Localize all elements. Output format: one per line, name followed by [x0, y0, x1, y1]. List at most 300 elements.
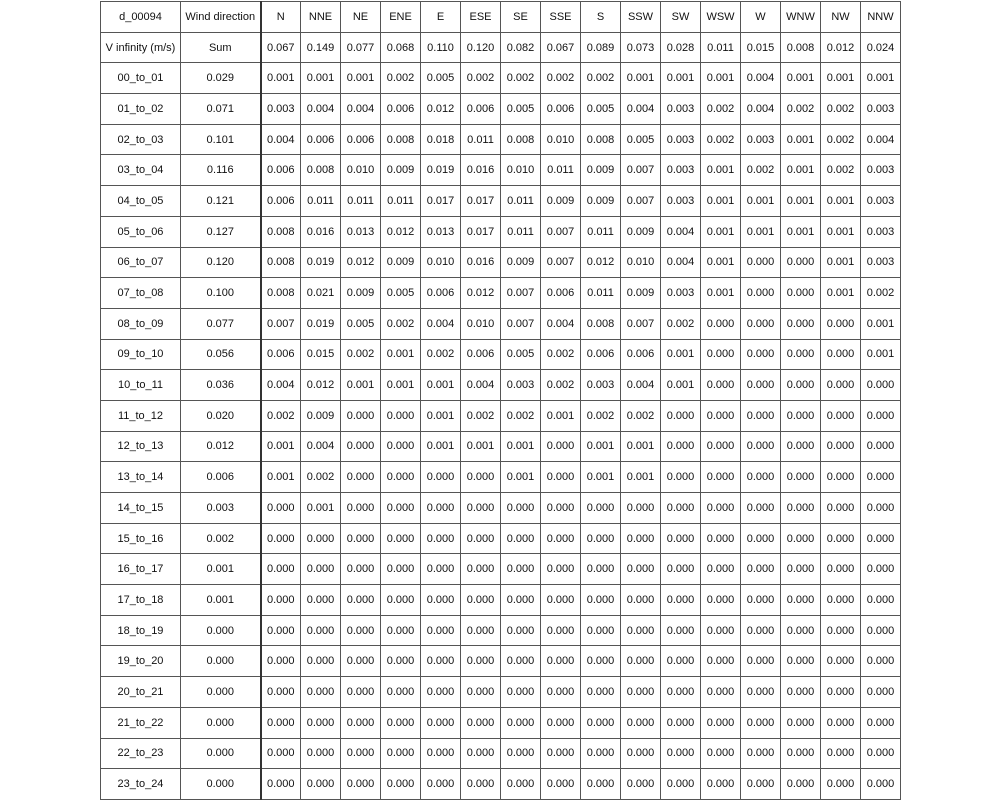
speed-bin-sum: 0.036	[181, 370, 261, 401]
frequency-cell: 0.000	[621, 769, 661, 800]
frequency-cell: 0.000	[741, 370, 781, 401]
frequency-cell: 0.000	[341, 400, 381, 431]
frequency-cell: 0.000	[741, 400, 781, 431]
frequency-cell: 0.004	[741, 63, 781, 94]
speed-bin-label: 03_to_04	[101, 155, 181, 186]
frequency-cell: 0.000	[261, 493, 301, 524]
frequency-cell: 0.000	[821, 585, 861, 616]
frequency-cell: 0.001	[381, 339, 421, 370]
frequency-cell: 0.002	[821, 94, 861, 125]
frequency-cell: 0.002	[381, 308, 421, 339]
frequency-cell: 0.011	[301, 186, 341, 217]
table-row	[101, 769, 901, 800]
frequency-cell: 0.008	[261, 247, 301, 278]
frequency-cell: 0.008	[581, 308, 621, 339]
frequency-cell: 0.015	[301, 339, 341, 370]
frequency-cell: 0.003	[581, 370, 621, 401]
frequency-cell: 0.000	[701, 370, 741, 401]
frequency-cell: 0.000	[621, 585, 661, 616]
frequency-cell: 0.001	[781, 186, 821, 217]
frequency-cell: 0.001	[261, 63, 301, 94]
table-row	[101, 400, 901, 431]
frequency-cell: 0.000	[381, 707, 421, 738]
frequency-cell: 0.000	[341, 738, 381, 769]
frequency-cell: 0.003	[861, 155, 901, 186]
frequency-cell: 0.000	[621, 646, 661, 677]
frequency-cell: 0.000	[461, 677, 501, 708]
speed-bin-sum: 0.001	[181, 554, 261, 585]
table-row	[101, 462, 901, 493]
frequency-cell: 0.005	[341, 308, 381, 339]
wind-frequency-table	[100, 1, 901, 800]
frequency-cell: 0.000	[581, 707, 621, 738]
frequency-cell: 0.002	[501, 63, 541, 94]
frequency-cell: 0.013	[421, 216, 461, 247]
frequency-cell: 0.019	[301, 247, 341, 278]
frequency-cell: 0.000	[381, 585, 421, 616]
header-row	[101, 2, 901, 33]
sum-cell: 0.012	[821, 32, 861, 63]
dataset-id-cell: d_00094	[101, 2, 181, 33]
frequency-cell: 0.000	[781, 677, 821, 708]
frequency-cell: 0.000	[261, 615, 301, 646]
sum-cell: 0.067	[541, 32, 581, 63]
frequency-cell: 0.006	[461, 339, 501, 370]
frequency-cell: 0.000	[541, 431, 581, 462]
frequency-cell: 0.000	[781, 707, 821, 738]
frequency-cell: 0.007	[501, 278, 541, 309]
table-row	[101, 124, 901, 155]
frequency-cell: 0.000	[661, 431, 701, 462]
frequency-cell: 0.012	[341, 247, 381, 278]
frequency-cell: 0.000	[261, 677, 301, 708]
direction-header: ESE	[461, 2, 501, 33]
speed-bin-sum: 0.116	[181, 155, 261, 186]
frequency-cell: 0.012	[461, 278, 501, 309]
frequency-cell: 0.004	[421, 308, 461, 339]
frequency-cell: 0.006	[581, 339, 621, 370]
frequency-cell: 0.000	[661, 493, 701, 524]
frequency-cell: 0.000	[381, 646, 421, 677]
frequency-cell: 0.000	[661, 769, 701, 800]
sum-cell: 0.089	[581, 32, 621, 63]
frequency-cell: 0.001	[341, 63, 381, 94]
frequency-cell: 0.006	[261, 186, 301, 217]
frequency-cell: 0.001	[341, 370, 381, 401]
direction-header: E	[421, 2, 461, 33]
frequency-cell: 0.000	[461, 738, 501, 769]
direction-header: ENE	[381, 2, 421, 33]
frequency-cell: 0.000	[621, 493, 661, 524]
frequency-cell: 0.002	[261, 400, 301, 431]
frequency-cell: 0.009	[381, 247, 421, 278]
frequency-cell: 0.000	[381, 431, 421, 462]
frequency-cell: 0.000	[541, 615, 581, 646]
frequency-cell: 0.002	[381, 63, 421, 94]
speed-bin-sum: 0.020	[181, 400, 261, 431]
frequency-cell: 0.009	[621, 216, 661, 247]
direction-header: SE	[501, 2, 541, 33]
direction-header: SSW	[621, 2, 661, 33]
frequency-cell: 0.000	[861, 400, 901, 431]
frequency-cell: 0.001	[821, 216, 861, 247]
frequency-cell: 0.006	[261, 339, 301, 370]
frequency-cell: 0.000	[261, 707, 301, 738]
frequency-cell: 0.000	[261, 585, 301, 616]
speed-bin-sum: 0.100	[181, 278, 261, 309]
frequency-cell: 0.004	[661, 247, 701, 278]
wind-direction-header: Wind direction	[181, 2, 261, 33]
frequency-cell: 0.011	[381, 186, 421, 217]
table-row	[101, 493, 901, 524]
frequency-cell: 0.000	[501, 646, 541, 677]
frequency-cell: 0.000	[341, 707, 381, 738]
frequency-cell: 0.001	[781, 216, 821, 247]
table-row	[101, 308, 901, 339]
frequency-cell: 0.001	[621, 462, 661, 493]
frequency-cell: 0.000	[821, 615, 861, 646]
frequency-cell: 0.000	[781, 554, 821, 585]
frequency-cell: 0.001	[821, 247, 861, 278]
frequency-cell: 0.018	[421, 124, 461, 155]
frequency-cell: 0.000	[421, 493, 461, 524]
speed-bin-label: 18_to_19	[101, 615, 181, 646]
frequency-cell: 0.002	[581, 63, 621, 94]
table-row	[101, 615, 901, 646]
frequency-cell: 0.000	[861, 769, 901, 800]
frequency-cell: 0.001	[781, 63, 821, 94]
frequency-cell: 0.002	[741, 155, 781, 186]
frequency-cell: 0.007	[621, 308, 661, 339]
frequency-cell: 0.004	[301, 94, 341, 125]
frequency-cell: 0.009	[301, 400, 341, 431]
frequency-cell: 0.007	[501, 308, 541, 339]
frequency-cell: 0.000	[701, 400, 741, 431]
frequency-cell: 0.002	[501, 400, 541, 431]
frequency-cell: 0.006	[461, 94, 501, 125]
table-row	[101, 646, 901, 677]
frequency-cell: 0.000	[341, 462, 381, 493]
frequency-cell: 0.000	[421, 554, 461, 585]
frequency-cell: 0.000	[741, 677, 781, 708]
frequency-cell: 0.019	[421, 155, 461, 186]
speed-bin-sum: 0.077	[181, 308, 261, 339]
frequency-cell: 0.000	[581, 493, 621, 524]
frequency-cell: 0.000	[821, 554, 861, 585]
speed-bin-sum: 0.000	[181, 769, 261, 800]
frequency-cell: 0.011	[581, 278, 621, 309]
sum-cell: 0.067	[261, 32, 301, 63]
frequency-cell: 0.000	[821, 339, 861, 370]
speed-bin-label: 05_to_06	[101, 216, 181, 247]
speed-bin-label: 13_to_14	[101, 462, 181, 493]
speed-bin-label: 15_to_16	[101, 523, 181, 554]
frequency-cell: 0.000	[541, 462, 581, 493]
frequency-cell: 0.000	[261, 646, 301, 677]
frequency-cell: 0.009	[621, 278, 661, 309]
frequency-cell: 0.000	[821, 769, 861, 800]
frequency-cell: 0.000	[701, 308, 741, 339]
frequency-cell: 0.000	[541, 646, 581, 677]
frequency-cell: 0.002	[581, 400, 621, 431]
frequency-cell: 0.000	[541, 738, 581, 769]
frequency-cell: 0.010	[461, 308, 501, 339]
frequency-cell: 0.000	[581, 523, 621, 554]
frequency-cell: 0.002	[701, 94, 741, 125]
frequency-cell: 0.000	[501, 677, 541, 708]
direction-header: N	[261, 2, 301, 33]
frequency-cell: 0.011	[341, 186, 381, 217]
sum-cell: 0.015	[741, 32, 781, 63]
frequency-cell: 0.000	[461, 769, 501, 800]
frequency-cell: 0.000	[741, 462, 781, 493]
frequency-cell: 0.000	[701, 554, 741, 585]
table-row	[101, 677, 901, 708]
frequency-cell: 0.000	[461, 707, 501, 738]
frequency-cell: 0.001	[261, 462, 301, 493]
frequency-cell: 0.001	[741, 216, 781, 247]
frequency-cell: 0.001	[661, 339, 701, 370]
frequency-cell: 0.012	[421, 94, 461, 125]
frequency-cell: 0.004	[461, 370, 501, 401]
frequency-cell: 0.000	[741, 278, 781, 309]
frequency-cell: 0.000	[701, 769, 741, 800]
frequency-cell: 0.000	[381, 769, 421, 800]
frequency-cell: 0.000	[621, 523, 661, 554]
frequency-cell: 0.002	[781, 94, 821, 125]
frequency-cell: 0.000	[701, 431, 741, 462]
frequency-cell: 0.008	[381, 124, 421, 155]
frequency-cell: 0.000	[701, 707, 741, 738]
frequency-cell: 0.000	[781, 769, 821, 800]
frequency-cell: 0.000	[581, 554, 621, 585]
frequency-cell: 0.000	[861, 462, 901, 493]
frequency-cell: 0.001	[821, 278, 861, 309]
table-row	[101, 523, 901, 554]
frequency-cell: 0.000	[501, 585, 541, 616]
frequency-cell: 0.016	[301, 216, 341, 247]
frequency-cell: 0.000	[701, 462, 741, 493]
frequency-cell: 0.006	[341, 124, 381, 155]
speed-bin-label: 16_to_17	[101, 554, 181, 585]
speed-bin-sum: 0.003	[181, 493, 261, 524]
frequency-cell: 0.000	[341, 769, 381, 800]
frequency-cell: 0.000	[861, 707, 901, 738]
frequency-cell: 0.001	[581, 462, 621, 493]
frequency-cell: 0.013	[341, 216, 381, 247]
frequency-cell: 0.000	[781, 585, 821, 616]
frequency-cell: 0.004	[621, 94, 661, 125]
frequency-cell: 0.000	[861, 615, 901, 646]
frequency-cell: 0.006	[421, 278, 461, 309]
frequency-cell: 0.000	[701, 646, 741, 677]
direction-header: NE	[341, 2, 381, 33]
frequency-cell: 0.001	[541, 400, 581, 431]
frequency-cell: 0.001	[821, 63, 861, 94]
sum-cell: 0.110	[421, 32, 461, 63]
frequency-cell: 0.000	[341, 677, 381, 708]
frequency-cell: 0.000	[781, 308, 821, 339]
frequency-cell: 0.006	[301, 124, 341, 155]
sum-cell: 0.149	[301, 32, 341, 63]
frequency-cell: 0.000	[701, 738, 741, 769]
speed-bin-label: 12_to_13	[101, 431, 181, 462]
speed-bin-sum: 0.000	[181, 615, 261, 646]
frequency-cell: 0.003	[861, 186, 901, 217]
frequency-cell: 0.000	[781, 462, 821, 493]
sum-cell: 0.008	[781, 32, 821, 63]
table-row	[101, 738, 901, 769]
frequency-cell: 0.000	[821, 400, 861, 431]
frequency-cell: 0.000	[861, 677, 901, 708]
table-row	[101, 63, 901, 94]
frequency-cell: 0.000	[661, 707, 701, 738]
frequency-cell: 0.000	[541, 707, 581, 738]
frequency-cell: 0.000	[661, 523, 701, 554]
frequency-cell: 0.002	[301, 462, 341, 493]
frequency-cell: 0.019	[301, 308, 341, 339]
frequency-cell: 0.001	[701, 216, 741, 247]
frequency-cell: 0.000	[741, 247, 781, 278]
frequency-cell: 0.002	[341, 339, 381, 370]
frequency-cell: 0.007	[541, 216, 581, 247]
frequency-cell: 0.011	[581, 216, 621, 247]
speed-bin-sum: 0.120	[181, 247, 261, 278]
table-row	[101, 585, 901, 616]
frequency-cell: 0.000	[621, 738, 661, 769]
frequency-cell: 0.007	[621, 155, 661, 186]
speed-bin-sum: 0.006	[181, 462, 261, 493]
frequency-cell: 0.000	[461, 615, 501, 646]
frequency-cell: 0.000	[381, 400, 421, 431]
frequency-cell: 0.006	[541, 94, 581, 125]
frequency-cell: 0.009	[541, 186, 581, 217]
frequency-cell: 0.011	[541, 155, 581, 186]
frequency-cell: 0.000	[501, 523, 541, 554]
frequency-cell: 0.003	[661, 124, 701, 155]
frequency-cell: 0.000	[461, 493, 501, 524]
direction-header: NNW	[861, 2, 901, 33]
frequency-cell: 0.010	[501, 155, 541, 186]
frequency-cell: 0.000	[341, 585, 381, 616]
frequency-cell: 0.000	[381, 493, 421, 524]
frequency-cell: 0.000	[781, 278, 821, 309]
frequency-cell: 0.000	[341, 554, 381, 585]
frequency-cell: 0.000	[701, 493, 741, 524]
frequency-cell: 0.002	[701, 124, 741, 155]
frequency-cell: 0.000	[421, 585, 461, 616]
sum-label: Sum	[181, 32, 261, 63]
frequency-cell: 0.001	[501, 431, 541, 462]
frequency-cell: 0.001	[261, 431, 301, 462]
frequency-cell: 0.000	[781, 431, 821, 462]
frequency-cell: 0.001	[661, 370, 701, 401]
frequency-cell: 0.000	[821, 462, 861, 493]
frequency-cell: 0.000	[661, 400, 701, 431]
frequency-cell: 0.003	[661, 186, 701, 217]
frequency-cell: 0.000	[661, 554, 701, 585]
frequency-cell: 0.003	[661, 94, 701, 125]
frequency-cell: 0.000	[581, 646, 621, 677]
frequency-cell: 0.003	[501, 370, 541, 401]
speed-bin-label: 00_to_01	[101, 63, 181, 94]
sum-cell: 0.011	[701, 32, 741, 63]
table-row	[101, 707, 901, 738]
frequency-cell: 0.002	[461, 63, 501, 94]
frequency-cell: 0.000	[541, 677, 581, 708]
speed-bin-label: 19_to_20	[101, 646, 181, 677]
frequency-cell: 0.004	[621, 370, 661, 401]
speed-bin-sum: 0.056	[181, 339, 261, 370]
frequency-cell: 0.000	[381, 677, 421, 708]
frequency-cell: 0.000	[301, 615, 341, 646]
frequency-cell: 0.000	[621, 677, 661, 708]
frequency-cell: 0.003	[861, 247, 901, 278]
frequency-cell: 0.000	[781, 615, 821, 646]
direction-header: S	[581, 2, 621, 33]
frequency-cell: 0.000	[861, 370, 901, 401]
frequency-cell: 0.000	[661, 585, 701, 616]
frequency-cell: 0.007	[261, 308, 301, 339]
direction-header: NW	[821, 2, 861, 33]
frequency-cell: 0.010	[541, 124, 581, 155]
frequency-cell: 0.000	[861, 646, 901, 677]
frequency-cell: 0.003	[661, 278, 701, 309]
speed-bin-sum: 0.029	[181, 63, 261, 94]
frequency-cell: 0.002	[621, 400, 661, 431]
frequency-cell: 0.000	[501, 493, 541, 524]
frequency-cell: 0.000	[821, 677, 861, 708]
speed-bin-sum: 0.000	[181, 646, 261, 677]
frequency-cell: 0.004	[861, 124, 901, 155]
frequency-cell: 0.000	[741, 523, 781, 554]
table-row	[101, 155, 901, 186]
frequency-cell: 0.006	[261, 155, 301, 186]
frequency-cell: 0.000	[501, 615, 541, 646]
speed-bin-label: 23_to_24	[101, 769, 181, 800]
frequency-cell: 0.016	[461, 155, 501, 186]
table-row	[101, 554, 901, 585]
frequency-cell: 0.017	[461, 186, 501, 217]
frequency-cell: 0.000	[421, 707, 461, 738]
frequency-cell: 0.001	[861, 308, 901, 339]
frequency-cell: 0.000	[781, 646, 821, 677]
frequency-cell: 0.000	[621, 615, 661, 646]
sum-cell: 0.077	[341, 32, 381, 63]
frequency-cell: 0.017	[461, 216, 501, 247]
frequency-cell: 0.000	[501, 554, 541, 585]
frequency-cell: 0.000	[821, 523, 861, 554]
frequency-cell: 0.001	[781, 155, 821, 186]
frequency-cell: 0.000	[741, 339, 781, 370]
frequency-cell: 0.003	[861, 94, 901, 125]
frequency-cell: 0.001	[621, 431, 661, 462]
frequency-cell: 0.001	[461, 431, 501, 462]
frequency-cell: 0.008	[581, 124, 621, 155]
frequency-cell: 0.000	[741, 554, 781, 585]
frequency-cell: 0.002	[661, 308, 701, 339]
frequency-cell: 0.001	[301, 63, 341, 94]
frequency-cell: 0.008	[261, 216, 301, 247]
frequency-cell: 0.001	[781, 124, 821, 155]
frequency-cell: 0.000	[821, 646, 861, 677]
frequency-cell: 0.000	[301, 646, 341, 677]
frequency-cell: 0.002	[461, 400, 501, 431]
frequency-cell: 0.000	[421, 677, 461, 708]
frequency-cell: 0.000	[381, 523, 421, 554]
frequency-cell: 0.005	[381, 278, 421, 309]
frequency-cell: 0.010	[341, 155, 381, 186]
